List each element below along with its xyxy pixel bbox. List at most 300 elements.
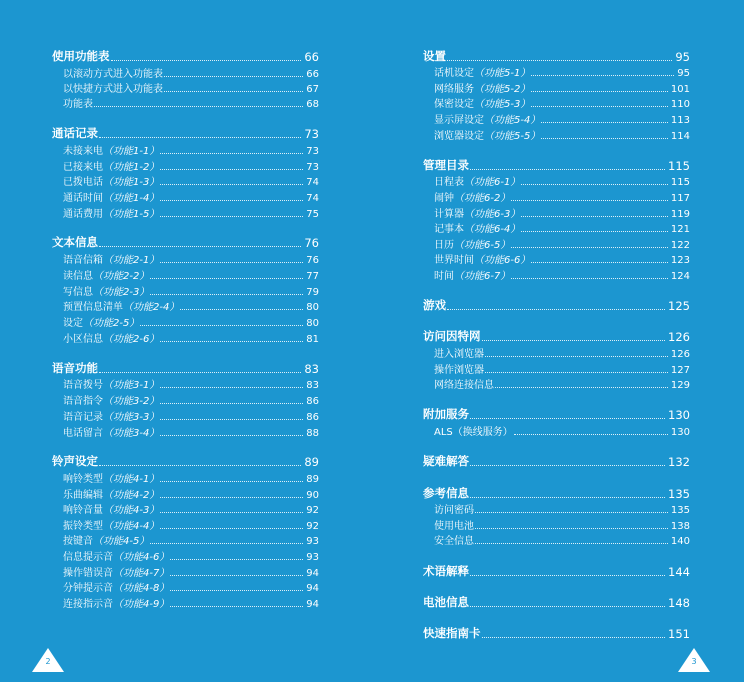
toc-entry-text: 显示屏设定 (434, 115, 484, 126)
dot-leader (111, 60, 302, 61)
toc-page-number: 83 (306, 380, 319, 391)
toc-entry-text: 保密设定 (434, 99, 474, 110)
toc-entry-text: 计算器 (434, 209, 464, 220)
toc-entry (423, 206, 690, 220)
toc-entry (52, 143, 319, 157)
dot-leader (160, 481, 303, 482)
dot-leader (94, 106, 303, 107)
toc-entry-text: 设置 (423, 49, 446, 63)
dot-leader (470, 497, 665, 498)
toc-entry-title (423, 297, 446, 313)
toc-page-number: 83 (304, 362, 319, 376)
toc-page-number: 123 (670, 255, 690, 266)
toc-entry (423, 81, 690, 95)
toc-entry-text: 振铃类型 (63, 521, 103, 532)
toc-entry-text: 铃声设定 (52, 454, 98, 468)
toc-page-number: 93 (306, 536, 319, 547)
toc-page-number: 144 (668, 565, 690, 579)
toc-function-number: （功能4-2） (103, 490, 160, 501)
toc-entry (52, 299, 319, 313)
toc-entry-text: 快速指南卡 (423, 626, 481, 640)
toc-entry-title (434, 361, 484, 376)
toc-page-number: 77 (306, 271, 319, 282)
toc-page-number: 126 (670, 349, 690, 360)
toc-function-number: （功能6-1） (464, 177, 521, 188)
toc-page-number: 132 (668, 455, 690, 469)
toc-entry-text: 浏览器设定 (434, 131, 484, 142)
page-number-right (678, 648, 710, 672)
toc-page-number: 114 (670, 131, 690, 142)
toc-function-number: （功能1-5） (103, 209, 160, 220)
toc-entry-title (434, 220, 520, 235)
toc-page-number: 135 (670, 505, 690, 516)
toc-section-heading (423, 627, 690, 641)
toc-entry-text: 已接来电 (63, 162, 103, 173)
dot-leader (470, 169, 665, 170)
toc-section-heading (52, 362, 319, 376)
toc-page-number: 130 (668, 408, 690, 422)
toc-entry-title (63, 595, 169, 610)
toc-entry (423, 96, 690, 110)
toc-page-number: 148 (668, 596, 690, 610)
toc-entry (423, 65, 690, 79)
toc-entry-text: 通话费用 (63, 209, 103, 220)
dot-leader (470, 575, 665, 576)
toc-entry-text: 附加服务 (423, 407, 469, 421)
toc-entry-title (423, 328, 481, 344)
toc-entry (52, 580, 319, 594)
toc-entry-title (434, 205, 520, 220)
dot-leader (180, 309, 303, 310)
page-number-left-label: 2 (45, 657, 51, 666)
dot-leader (160, 153, 303, 154)
toc-entry (423, 237, 690, 251)
toc-entry-title (63, 95, 93, 110)
toc-entry-text: 以快捷方式进入功能表 (63, 84, 163, 95)
toc-entry (52, 409, 319, 423)
dot-leader (160, 387, 303, 388)
toc-entry (423, 502, 690, 516)
toc-function-number: （功能2-6） (103, 334, 160, 345)
toc-entry-title (423, 563, 469, 579)
toc-section-heading (423, 330, 690, 344)
toc-entry-title (434, 173, 520, 188)
toc-page-number: 113 (670, 115, 690, 126)
toc-entry-title (423, 485, 469, 501)
toc-entry-title (63, 251, 159, 266)
toc-function-number: （功能2-5） (83, 318, 140, 329)
dot-leader (160, 403, 303, 404)
toc-entry (52, 268, 319, 282)
toc-function-number: （功能6-2） (454, 193, 511, 204)
dot-leader (521, 231, 668, 232)
toc-entry (52, 377, 319, 391)
toc-entry (423, 362, 690, 376)
toc-page-number: 86 (306, 412, 319, 423)
toc-entry-text: 语音拨号 (63, 380, 103, 391)
toc-entry (423, 518, 690, 532)
dot-leader (495, 387, 668, 388)
toc-entry-text: 记事本 (434, 224, 464, 235)
toc-page-number: 94 (306, 583, 319, 594)
toc-function-number: （功能2-3） (93, 287, 150, 298)
toc-function-number: （功能5-4） (484, 115, 541, 126)
toc-function-number: （功能4-9） (113, 599, 170, 610)
dot-leader (160, 528, 303, 529)
toc-entry-title (63, 501, 159, 516)
dot-leader (170, 606, 303, 607)
toc-entry (52, 518, 319, 532)
dot-leader (482, 340, 666, 341)
toc-function-number: （功能1-4） (103, 193, 160, 204)
toc-entry-text: 电池信息 (423, 595, 469, 609)
dot-leader (160, 341, 303, 342)
toc-function-number: （功能4-1） (103, 474, 160, 485)
toc-entry (423, 128, 690, 142)
dot-leader (511, 247, 668, 248)
dot-leader (99, 372, 301, 373)
dot-leader (150, 278, 303, 279)
toc-function-number: （功能4-5） (93, 536, 150, 547)
toc-entry-title (63, 298, 179, 313)
toc-function-number: （功能2-1） (103, 255, 160, 266)
dot-leader (160, 497, 303, 498)
toc-page-number: 89 (306, 474, 319, 485)
toc-entry (52, 284, 319, 298)
toc-entry-title (434, 95, 530, 110)
toc-page-number: 88 (306, 428, 319, 439)
toc-page-number: 73 (304, 127, 319, 141)
toc-page-number: 126 (668, 330, 690, 344)
toc-entry (52, 66, 319, 80)
toc-entry (423, 190, 690, 204)
toc-page-number: 115 (670, 177, 690, 188)
page-number-left (32, 648, 64, 672)
toc-function-number: （功能4-4） (103, 521, 160, 532)
toc-entry (423, 268, 690, 282)
toc-entry-title (63, 424, 159, 439)
toc-entry (52, 596, 319, 610)
toc-entry (52, 565, 319, 579)
toc-page-number: 86 (306, 396, 319, 407)
toc-entry-text: 参考信息 (423, 486, 469, 500)
toc-entry-text: 语音指令 (63, 396, 103, 407)
toc-page-number: 135 (668, 487, 690, 501)
toc-entry (52, 471, 319, 485)
toc-entry-title (63, 579, 169, 594)
toc-page-number: 140 (670, 536, 690, 547)
toc-entry-text: 预置信息清单 (63, 302, 123, 313)
toc-entry-title (63, 267, 149, 282)
toc-page-number: 79 (306, 287, 319, 298)
toc-entry (52, 159, 319, 173)
toc-page-number: 67 (306, 84, 319, 95)
toc-entry-title (423, 48, 446, 64)
toc-entry-title (63, 80, 163, 95)
toc-page-number: 115 (668, 159, 690, 173)
dot-leader (447, 60, 672, 61)
toc-function-number: （功能1-2） (103, 162, 160, 173)
toc-entry-text: 网络服务 (434, 84, 474, 95)
toc-entry-text: 使用功能表 (52, 49, 110, 63)
toc-entry (423, 346, 690, 360)
toc-function-number: （功能6-7） (454, 271, 511, 282)
toc-page-number: 121 (670, 224, 690, 235)
toc-page-number: 122 (670, 240, 690, 251)
toc-section-heading (52, 236, 319, 250)
toc-section-heading (423, 596, 690, 610)
toc-page-number: 73 (306, 146, 319, 157)
toc-entry-text: 日历 (434, 240, 454, 251)
toc-entry-title (52, 234, 98, 250)
toc-function-number: （功能2-2） (93, 271, 150, 282)
dot-leader (160, 200, 303, 201)
toc-section-heading (423, 159, 690, 173)
dot-leader (150, 543, 303, 544)
toc-entry-title (423, 594, 469, 610)
dot-leader (470, 465, 665, 466)
toc-section-heading (52, 50, 319, 64)
dot-leader (475, 543, 668, 544)
toc-page-number: 94 (306, 599, 319, 610)
toc-entry (52, 206, 319, 220)
page-number-right-label: 3 (691, 657, 697, 666)
dot-leader (170, 590, 303, 591)
toc-entry-title (63, 486, 159, 501)
toc-entry-title (434, 64, 530, 79)
toc-entry (52, 96, 319, 110)
toc-page-number: 130 (670, 427, 690, 438)
toc-entry-title (63, 158, 159, 173)
toc-entry-title (63, 392, 159, 407)
toc-entry-title (63, 408, 159, 423)
toc-entry-text: 访问密码 (434, 505, 474, 516)
toc-entry-title (63, 314, 139, 329)
dot-leader (99, 465, 301, 466)
toc-page-number: 66 (306, 69, 319, 80)
toc-entry-title (63, 142, 159, 157)
toc-entry-text: 功能表 (63, 99, 93, 110)
toc-entry (52, 331, 319, 345)
toc-section-heading (423, 565, 690, 579)
dot-leader (485, 372, 668, 373)
dot-leader (164, 76, 303, 77)
toc-entry-title (434, 251, 530, 266)
toc-entry (52, 174, 319, 188)
toc-entry-title (423, 406, 469, 422)
toc-entry (423, 174, 690, 188)
dot-leader (99, 246, 301, 247)
toc-entry-text: 语音信箱 (63, 255, 103, 266)
toc-entry-title (63, 65, 163, 80)
dot-leader (521, 216, 668, 217)
toc-entry-title (63, 173, 159, 188)
toc-entry-title (434, 111, 540, 126)
dot-leader (170, 575, 303, 576)
toc-function-number: （功能1-1） (103, 146, 160, 157)
toc-entry (52, 502, 319, 516)
toc-entry (423, 252, 690, 266)
toc-entry-text: 电话留言 (63, 428, 103, 439)
toc-function-number: （功能4-7） (113, 568, 170, 579)
dot-leader (160, 419, 303, 420)
toc-entry (423, 112, 690, 126)
toc-page-number: 90 (306, 490, 319, 501)
toc-page-number: 117 (670, 193, 690, 204)
toc-entry-text: 闹钟 (434, 193, 454, 204)
toc-entry-title (52, 453, 98, 469)
toc-section-heading (423, 50, 690, 64)
toc-entry (423, 377, 690, 391)
toc-entry-text: 信息提示音 (63, 552, 113, 563)
dot-leader (160, 216, 303, 217)
dot-leader (160, 435, 303, 436)
dot-leader (511, 278, 668, 279)
dot-leader (531, 75, 674, 76)
toc-entry (423, 221, 690, 235)
toc-entry-text: 语音记录 (63, 412, 103, 423)
toc-function-number: （功能3-2） (103, 396, 160, 407)
dot-leader (541, 138, 668, 139)
dot-leader (531, 91, 668, 92)
toc-entry-text: 通话记录 (52, 126, 98, 140)
toc-entry (52, 487, 319, 501)
toc-entry (423, 424, 690, 438)
toc-entry-text: 话机设定 (434, 68, 474, 79)
dot-leader (470, 606, 665, 607)
toc-entry-title (63, 330, 159, 345)
toc-entry-title (423, 453, 469, 469)
toc-entry-text: 响铃音量 (63, 505, 103, 516)
toc-entry-title (63, 189, 159, 204)
toc-entry (52, 393, 319, 407)
toc-entry-text: 安全信息 (434, 536, 474, 547)
toc-function-number: （功能4-8） (113, 583, 170, 594)
toc-entry (52, 533, 319, 547)
toc-entry-text: 未接来电 (63, 146, 103, 157)
toc-page-number: 92 (306, 505, 319, 516)
toc-page-number: 66 (304, 50, 319, 64)
toc-page-number: 89 (304, 455, 319, 469)
toc-entry-text: 操作错误音 (63, 568, 113, 579)
toc-page-number: 68 (306, 99, 319, 110)
toc-entry-text: 访问因特网 (423, 329, 481, 343)
toc-entry-text: 时间 (434, 271, 454, 282)
toc-function-number: （功能4-3） (103, 505, 160, 516)
toc-entry-title (434, 80, 530, 95)
toc-page-number: 124 (670, 271, 690, 282)
toc-function-number: （功能2-4） (123, 302, 180, 313)
toc-section-heading (52, 455, 319, 469)
toc-page-number: 95 (675, 50, 690, 64)
toc-entry-text: 连接指示音 (63, 599, 113, 610)
toc-entry-text: 响铃类型 (63, 474, 103, 485)
toc-entry (52, 315, 319, 329)
toc-entry (52, 425, 319, 439)
toc-page-number: 129 (670, 380, 690, 391)
dot-leader (485, 356, 668, 357)
toc-page-number: 80 (306, 318, 319, 329)
toc-page-number: 125 (668, 299, 690, 313)
toc-entry-title (52, 125, 98, 141)
toc-page-number: 73 (306, 162, 319, 173)
toc-entry-title (434, 501, 474, 516)
toc-page-number: 119 (670, 209, 690, 220)
toc-function-number: （功能3-3） (103, 412, 160, 423)
toc-section-heading (423, 455, 690, 469)
toc-entry-text: 通话时间 (63, 193, 103, 204)
dot-leader (447, 309, 665, 310)
dot-leader (160, 184, 303, 185)
dot-leader (160, 512, 303, 513)
toc-entry-title (434, 517, 474, 532)
toc-entry-title (63, 283, 149, 298)
dot-leader (164, 91, 303, 92)
dot-leader (541, 122, 668, 123)
toc-entry-title (423, 157, 469, 173)
toc-page-number: 74 (306, 177, 319, 188)
toc-page-number: 80 (306, 302, 319, 313)
toc-entry-title (434, 127, 540, 142)
toc-entry-text: 网络连接信息 (434, 380, 494, 391)
toc-page-number: 92 (306, 521, 319, 532)
dot-leader (475, 528, 668, 529)
toc-function-number: （功能5-2） (474, 84, 531, 95)
toc-page-number: 75 (306, 209, 319, 220)
toc-entry-title (63, 205, 159, 220)
toc-page-number: 95 (677, 68, 690, 79)
toc-entry-text: 读信息 (63, 271, 93, 282)
dot-leader (531, 262, 668, 263)
toc-entry-title (63, 532, 149, 547)
toc-entry-text: 乐曲编辑 (63, 490, 103, 501)
toc-entry (52, 549, 319, 563)
toc-page-number: 76 (306, 255, 319, 266)
toc-entry-text: 游戏 (423, 298, 446, 312)
toc-entry (423, 533, 690, 547)
toc-entry-text: 小区信息 (63, 334, 103, 345)
dot-leader (470, 418, 665, 419)
toc-entry-title (434, 267, 510, 282)
toc-page-number: 94 (306, 568, 319, 579)
toc-entry-title (52, 360, 98, 376)
toc-function-number: （功能6-5） (454, 240, 511, 251)
toc-entry-text: 疑难解答 (423, 454, 469, 468)
toc-entry-text: 管理目录 (423, 158, 469, 172)
toc-entry-title (434, 189, 510, 204)
toc-entry-text: 写信息 (63, 287, 93, 298)
toc-entry-text: 已拨电话 (63, 177, 103, 188)
toc-function-number: （功能6-3） (464, 209, 521, 220)
dot-leader (531, 106, 668, 107)
toc-entry-text: 世界时间 (434, 255, 474, 266)
dot-leader (150, 294, 303, 295)
toc-page-number: 101 (670, 84, 690, 95)
toc-entry-title (63, 548, 169, 563)
toc-entry-text: 设定 (63, 318, 83, 329)
toc-entry-title (63, 564, 169, 579)
toc-entry (52, 81, 319, 95)
dot-leader (160, 169, 303, 170)
toc-function-number: （功能3-1） (103, 380, 160, 391)
toc-entry-text: 使用电池 (434, 521, 474, 532)
toc-entry-text: 文本信息 (52, 235, 98, 249)
toc-entry-title (63, 517, 159, 532)
toc-entry-text: 语音功能 (52, 361, 98, 375)
toc-section-heading (52, 127, 319, 141)
toc-function-number: （功能5-1） (474, 68, 531, 79)
toc-page-number: 76 (304, 236, 319, 250)
